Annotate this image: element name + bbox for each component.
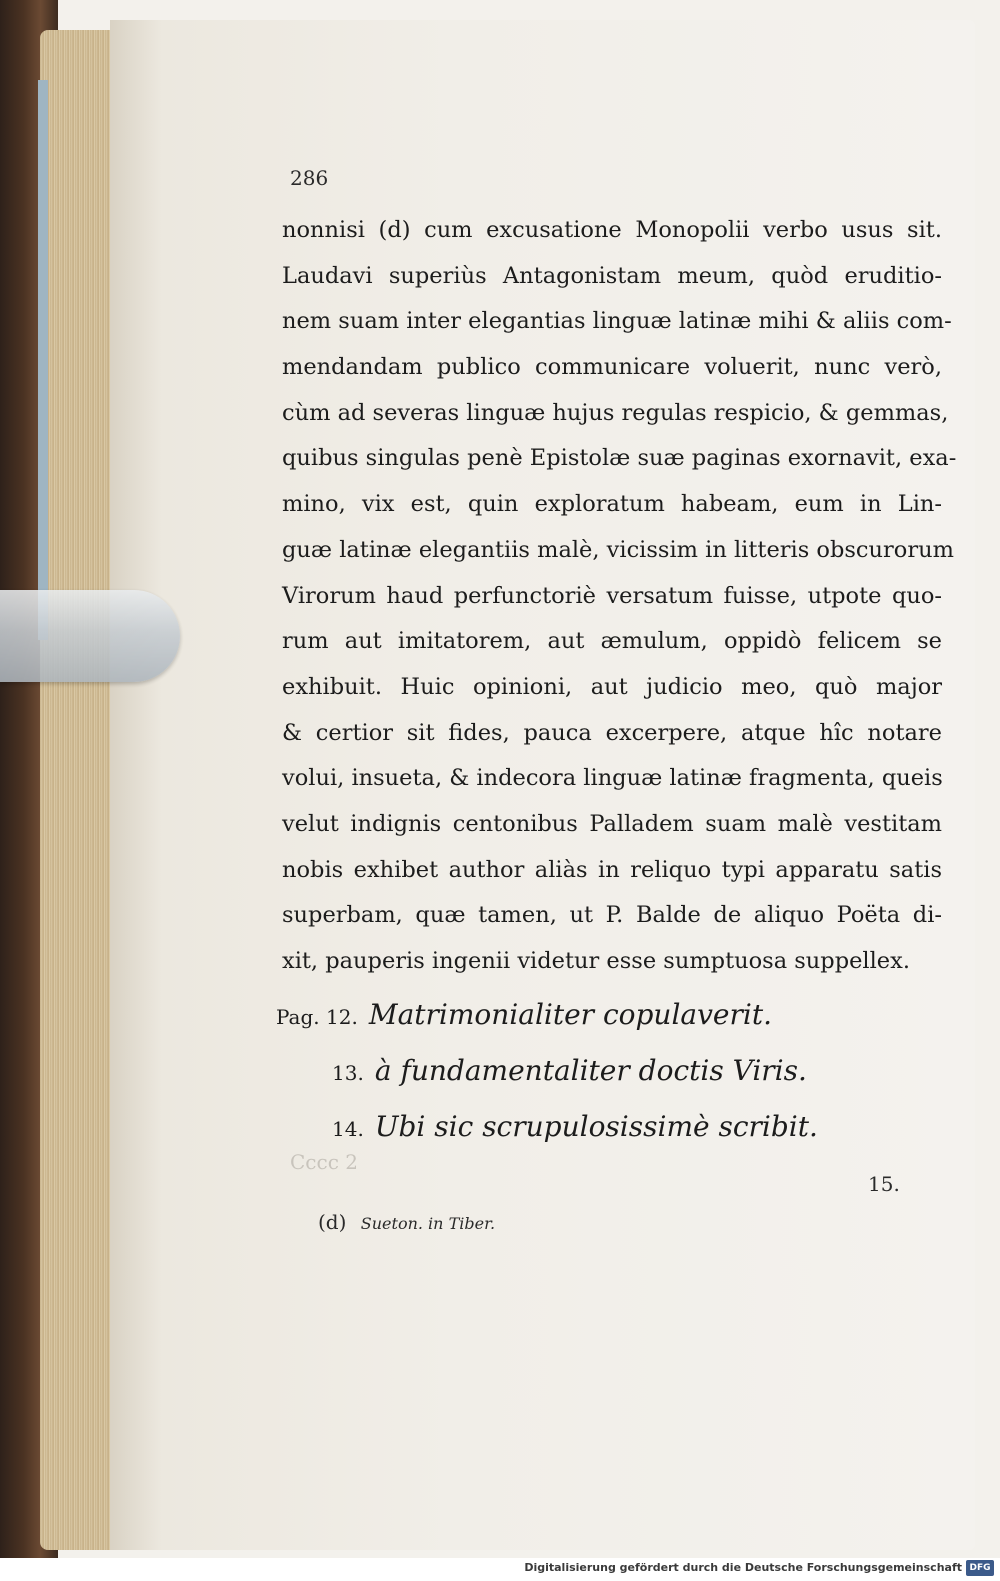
text-line: Virorum haud perfunctoriè versatum fuisse, utpote quo- — [282, 582, 942, 609]
page-reference: 14. — [332, 1117, 364, 1141]
page-reference: Pag. 12. — [276, 1005, 358, 1029]
excerpt-phrase: Matrimonialiter copulaverit. — [368, 998, 772, 1031]
text-line: mendandam publico communicare voluerit, nunc verò, — [282, 354, 942, 381]
bookmark-tab — [0, 590, 180, 682]
text-line: cùm ad severas linguæ hujus regulas respicio, & gemmas, — [282, 399, 949, 426]
text-line: quibus singulas penè Epistolæ suæ paginas exornavit, exa- — [282, 445, 957, 472]
page-edges — [40, 30, 118, 1550]
excerpt-entry — [332, 1110, 818, 1143]
text-line: nem suam inter elegantias linguæ latinæ mihi & aliis com- — [282, 308, 952, 335]
text-line: Laudavi superiùs Antagonistam meum, quòd eruditio- — [282, 262, 942, 289]
text-line: guæ latinæ elegantiis malè, vicissim in litteris obscurorum — [282, 536, 954, 563]
text-line: nonnisi (d) cum excusatione Monopolii verbo usus sit. — [282, 217, 942, 243]
catchword: 15. — [868, 1172, 900, 1196]
footnote-source: Sueton. in Tiber. — [360, 1214, 496, 1233]
text-line: & certior sit fides, pauca excerpere, atque hîc notare — [282, 719, 942, 746]
excerpt-phrase: Ubi sic scrupulosissimè scribit. — [374, 1110, 818, 1143]
excerpt-phrase: à fundamentaliter doctis Viris. — [374, 1054, 807, 1087]
text-line: mino, vix est, quin exploratum habeam, eum in Lin- — [282, 491, 942, 518]
excerpt-entry — [276, 998, 772, 1031]
text-line: volui, insueta, & indecora linguæ latinæ fragmenta, queis — [282, 765, 943, 792]
dfg-logo: DFG — [966, 1560, 994, 1576]
page-number: 286 — [290, 166, 329, 190]
footer-credit: Digitalisierung gefördert durch die Deutsche Forschungsgemeinschaft — [524, 1561, 962, 1574]
text-line: xit, pauperis ingenii videtur esse sumptuosa suppellex. — [282, 948, 910, 974]
text-line: rum aut imitatorem, aut æmulum, oppidò felicem se — [282, 628, 942, 655]
text-line: velut indignis centonibus Palladem suam malè vestitam — [282, 810, 942, 837]
endpaper-strip — [38, 80, 48, 640]
text-line: superbam, quæ tamen, ut P. Balde de aliquo Poëta di- — [282, 902, 942, 929]
footnote-mark: (d) — [318, 1210, 347, 1234]
digitization-footer — [0, 1558, 1000, 1581]
text-line: exhibuit. Huic opinioni, aut judicio meo, quò major — [282, 673, 942, 700]
body-text — [282, 208, 957, 985]
text-line: nobis exhibet author aliàs in reliquo typi apparatu satis — [282, 856, 942, 883]
excerpt-entry — [332, 1054, 807, 1087]
bleed-through-text: Cccc 2 — [290, 1150, 358, 1174]
footnote — [318, 1210, 495, 1234]
page-reference: 13. — [332, 1061, 364, 1085]
